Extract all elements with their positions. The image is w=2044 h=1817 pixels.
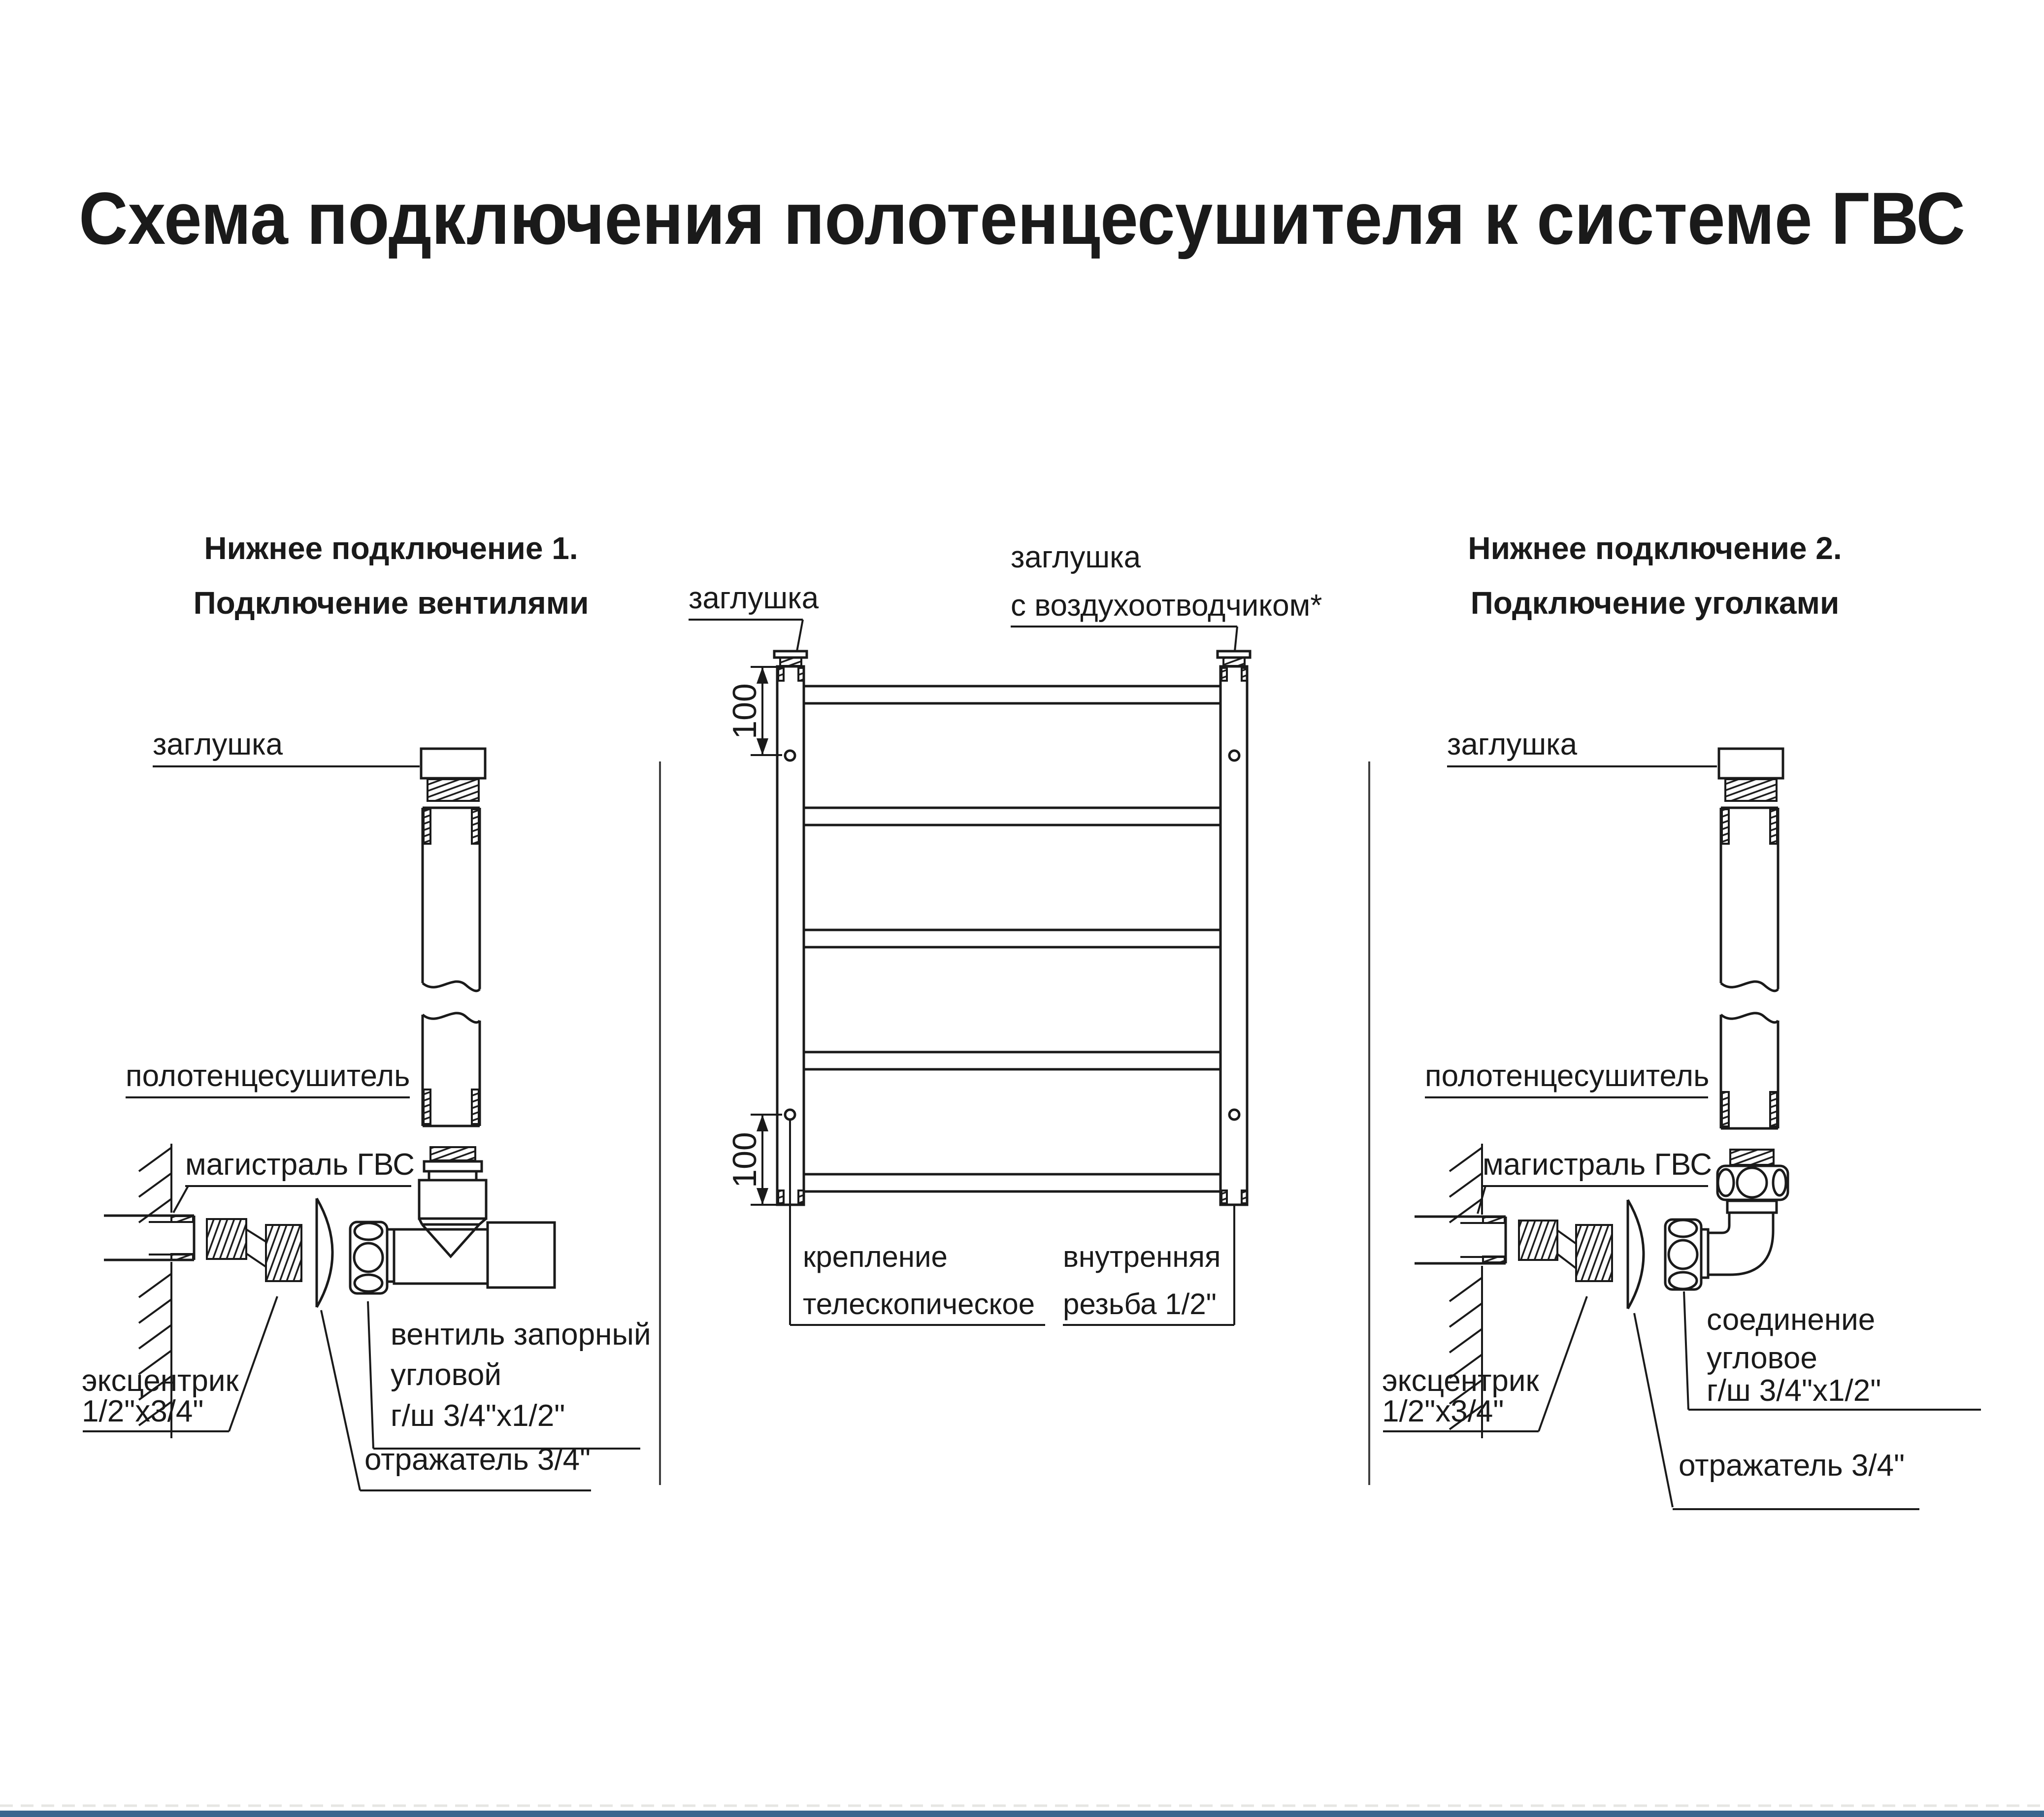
right-towel-rail-label: полотенцесушитель [1425,1059,1710,1093]
mount-label-line2: телескопическое [803,1288,1035,1321]
right-elbow-label-line3: г/ш 3/4"x1/2" [1707,1374,1881,1408]
dim-top-value: 100 [726,683,763,739]
left-eccentric [207,1219,301,1281]
ladder-rungs [804,686,1220,1191]
right-eccentric-label-line1: эксцентрик [1382,1364,1539,1398]
right-reflector-leader [1634,1313,1673,1507]
thread-label-line2: резьба 1/2" [1063,1288,1217,1321]
right-eccentric-label-line2: 1/2"x3/4" [1382,1394,1504,1428]
mount-hole-top-right [1229,751,1239,760]
left-plug [421,749,485,801]
left-main-pipe [104,1216,194,1260]
left-towel-rail-pipe [423,808,480,1126]
footer-bar [0,1811,2044,1817]
mount-label-line1: крепление [803,1240,948,1273]
mount-hole-top-left [785,751,795,760]
mount-hole-bottom-right [1229,1110,1239,1120]
left-valve-leader [368,1301,373,1449]
center-section [689,540,1322,1325]
right-elbow-leader [1684,1291,1688,1410]
left-eccentric-label-line2: 1/2"x3/4" [82,1394,204,1428]
center-airvent-label-line1: заглушка [1011,540,1141,574]
right-reflector-label: отражатель 3/4" [1679,1449,1905,1483]
right-plug [1719,749,1783,801]
dim-bottom-value: 100 [726,1132,763,1188]
right-elbow-label-line1: соединение [1707,1303,1876,1337]
center-plug-label: заглушка [689,581,819,615]
right-reflector [1628,1200,1644,1309]
towel-rail-front-view [774,651,1250,1205]
left-section [82,530,651,1490]
left-valve-label-line2: угловой [391,1358,501,1392]
right-eccentric-leader [1539,1296,1587,1431]
left-towel-rail-label: полотенцесушитель [126,1059,410,1093]
left-reflector-leader [321,1310,360,1490]
left-reflector-label: отражатель 3/4" [364,1443,591,1477]
right-main-label: магистраль ГВС [1483,1148,1713,1182]
page-title: Схема подключения полотенцесушителя к системе ГВС [79,177,1965,260]
right-main-pipe [1415,1217,1506,1263]
left-main-label: магистраль ГВС [185,1148,415,1182]
thread-label-line1: внутренняя [1063,1240,1221,1273]
right-eccentric [1519,1221,1612,1281]
right-heading-line1: Нижнее подключение 2. [1468,530,1842,566]
center-plug-leader [797,620,803,651]
left-main-leader [173,1186,188,1213]
dimension-100-top [726,667,782,755]
left-valve-label-line1: вентиль запорный [391,1318,651,1352]
right-plug-label: заглушка [1447,727,1578,761]
left-plug-label: заглушка [153,727,283,761]
left-heading-line1: Нижнее подключение 1. [204,530,578,566]
left-reflector [317,1198,332,1307]
left-eccentric-label-line1: эксцентрик [82,1364,239,1398]
right-section [1382,530,1981,1509]
mount-hole-bottom-left [785,1110,795,1120]
right-elbow-label-line2: угловое [1707,1341,1817,1375]
right-towel-rail-pipe [1721,808,1778,1128]
center-airvent-leader [1235,627,1237,651]
dimension-100-bottom [726,1115,782,1205]
center-airvent-label-line2: с воздухоотводчиком* [1011,589,1322,623]
right-heading-line2: Подключение уголками [1470,585,1840,621]
left-heading-line2: Подключение вентилями [193,585,589,621]
left-valve-label-line3: г/ш 3/4"x1/2" [391,1399,565,1433]
